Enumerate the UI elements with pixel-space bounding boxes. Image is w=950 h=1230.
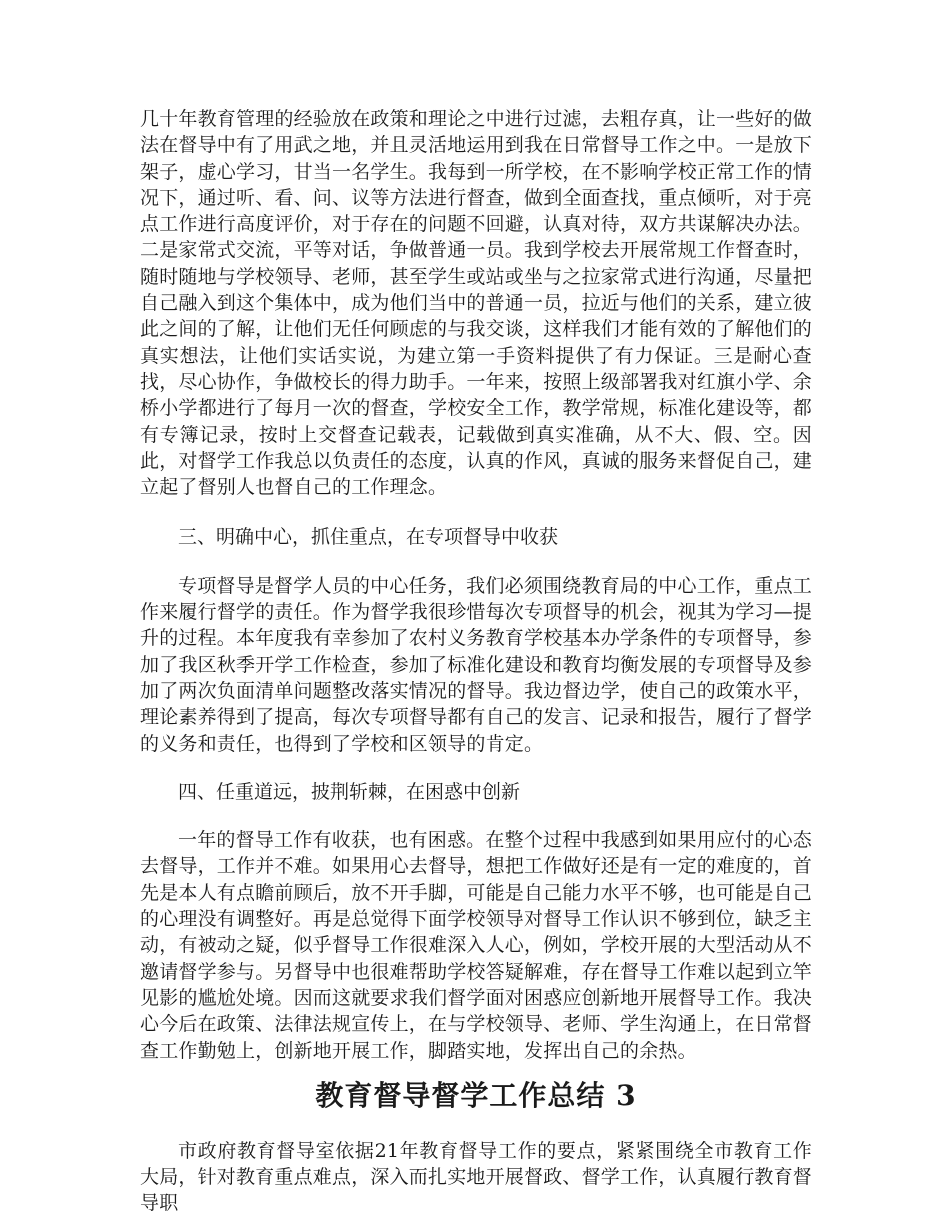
section-heading: 四、任重道远，披荆斩棘，在困惑中创新 bbox=[178, 780, 521, 803]
paragraph-spacer bbox=[140, 757, 812, 779]
section-heading: 三、明确中心，抓住重点，在专项督导中收获 bbox=[178, 526, 559, 549]
paragraph-spacer bbox=[140, 805, 812, 827]
paragraph-spacer bbox=[140, 500, 812, 524]
body-paragraph: 市政府教育督导室依据21年教育督导工作的要点，紧紧围绕全市教育工作大局，针对教育重点难点，深入而扎实地开展督政、督学工作，认真履行教育督导职 bbox=[140, 1139, 813, 1215]
paragraph-spacer bbox=[140, 1116, 812, 1138]
body-paragraph: 几十年教育管理的经验放在政策和理论之中进行过滤，去粗存真，让一些好的做法在督导中有了用武之地，并且灵活地运用到我在日常督导工作之中。一是放下架子，虚心学习，甘当一名学生。我每到一所学校，在不影响学校正常工作的情况下，通过听、看、问、议等方法进行督查，做到全面查找，重点倾听，对于亮点工作进行高度评价，对于存在的问题不回避，认真对待，双方共谋解决办法。二是家常式交流，平等对话，争做普通一员。我到学校去开展常规工作督查时，随时随地与学校领导、老师，甚至学生或站或坐与之拉家常式进行沟通，尽量把自己融入到这个集体中，成为他们当中的普通一员，拉近与他们的关系，建立彼此之间的了解，让他们无任何顾虑的与我交谈，这样我们才能有效的了解他们的真实想法，让他们实话实说，为建立第一手资料提供了有力保证。三是耐心查找，尽心协作，争做校长的得力助手。一年来，按照上级部署我对红旗小学、余桥小学都进行了每月一次的督查，学校安全工作，教学常规，标准化建设等，都有专簿记录，按时上交督查记载表，记载做到真实准确，从不大、假、空。因此，对督学工作我总以负责任的态度，认真的作风，真诚的服务来督促自己，建立起了督别人也督自己的工作理念。 bbox=[140, 108, 813, 499]
document-title: 教育督导督学工作总结 3 bbox=[315, 1078, 637, 1112]
document-page bbox=[140, 106, 812, 1217]
paragraph-spacer bbox=[140, 1064, 812, 1076]
body-paragraph: 专项督导是督学人员的中心任务，我们必须围绕教育局的中心工作，重点工作来履行督学的责任。作为督学我很珍惜每次专项督导的机会，视其为学习—提升的过程。本年度我有幸参加了农村义务教育学校基本办学条件的专项督导，参加了我区秋季开学工作检查，参加了标准化建设和教育均衡发展的专项督导及参加了两次负面清单问题整改落实情况的督导。我边督边学，使自己的政策水平，理论素养得到了提高，每次专项督导都有自己的发言、记录和报告，履行了督学的义务和责任，也得到了学校和区领导的肯定。 bbox=[140, 574, 813, 755]
paragraph-spacer bbox=[140, 551, 812, 573]
body-paragraph: 一年的督导工作有收获，也有困惑。在整个过程中我感到如果用应付的心态去督导，工作并不难。如果用心去督导，想把工作做好还是有一定的难度的，首先是本人有点瞻前顾后，放不开手脚，可能是自己能力水平不够，也可能是自己的心理没有调整好。再是总觉得下面学校领导对督导工作认识不够到位，缺乏主动，有被动之疑，似乎督导工作很难深入人心，例如，学校开展的大型活动从不邀请督学参与。另督导中也很难帮助学校答疑解难，存在督导工作难以起到立竿见影的尴尬处境。因而这就要求我们督学面对困惑应创新地开展督导工作。我决心今后在政策、法律法规宣传上，在与学校领导、老师、学生沟通上，在日常督查工作勤勉上，创新地开展工作，脚踏实地，发挥出自己的余热。 bbox=[140, 829, 813, 1062]
